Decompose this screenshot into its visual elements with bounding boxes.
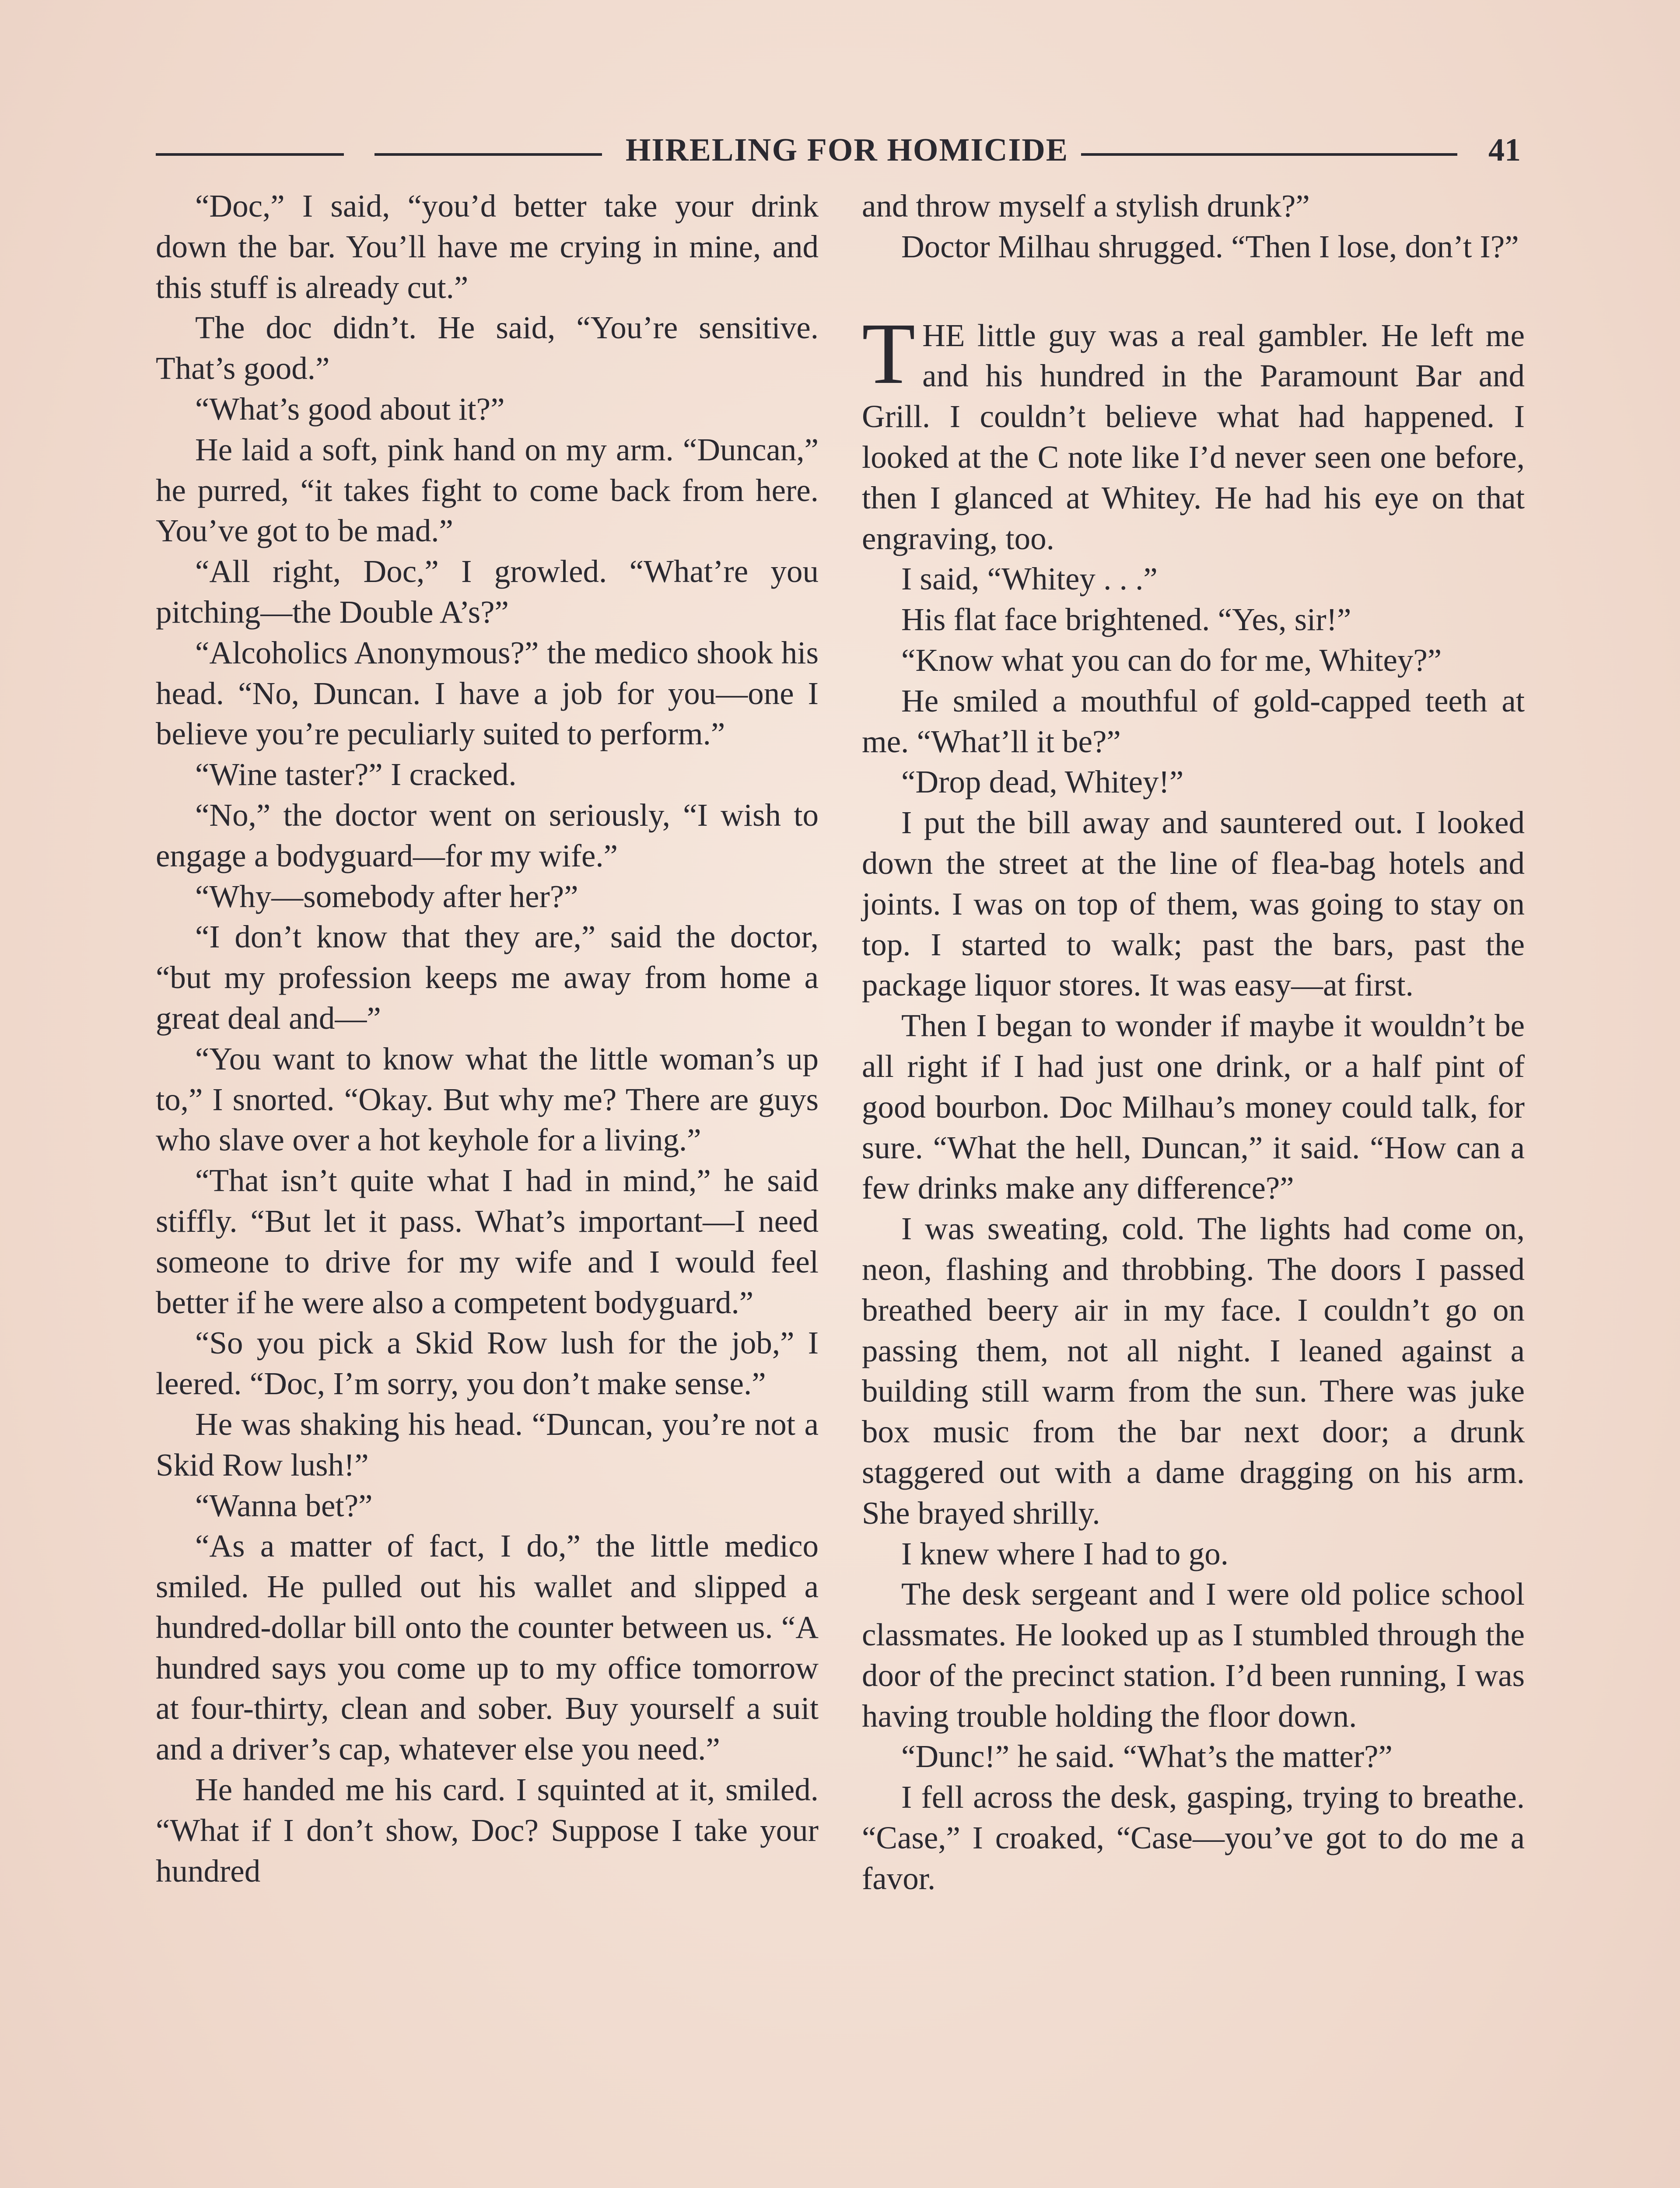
paragraph: I fell across the desk, gasping, trying to breathe. “Case,” I croaked, “Case—you’ve got to do me a favor. — [862, 1779, 1525, 1896]
paragraph: “Know what you can do for me, Whitey?” — [901, 642, 1442, 678]
section-opening-text: HE little guy was a real gambler. He left me and his hundred in the Paramount Bar and Grill. I couldn’t believe what had happened. I looked at the C note like I’d never seen one before, then I glanced at Whitey. He had his eye on that engraving, too. — [862, 317, 1525, 556]
paragraph: He handed me his card. I squinted at it, smiled. “What if I don’t show, Doc? Suppose I take your hundred — [156, 1772, 819, 1889]
header-rule-right — [1081, 153, 1457, 156]
page-number: 41 — [1488, 132, 1521, 168]
paragraph: “Wine taster?” I cracked. — [195, 757, 517, 792]
paragraph: “Doc,” I said, “you’d better take your drink down the bar. You’ll have me crying in mine, and this stuff is already cut.” — [156, 188, 819, 305]
story-title: HIRELING FOR HOMICIDE — [625, 132, 1069, 168]
paragraph: I was sweating, cold. The lights had come on, neon, flashing and throbbing. The doors I passed breathed beery air in my face. I couldn’t go on passing them, not all night. I leaned against a building still warm from the sun. There was juke box music from the bar next door; a drunk staggered out with a dame dragging on his arm. She brayed shrilly. — [862, 1211, 1525, 1531]
paragraph: I said, “Whitey . . .” — [901, 561, 1158, 597]
paragraph: “As a matter of fact, I do,” the little medico smiled. He pulled out his wallet and slipped a hundred-dollar bill onto the counter between us. “A hundred says you come up to my office tomorrow at four-thirty, clean and sober. Buy yourself a suit and a driver’s cap, whatever else you need.” — [156, 1528, 819, 1767]
section-opening-paragraph — [862, 305, 1525, 559]
paragraph: His flat face brightened. “Yes, sir!” — [901, 602, 1351, 638]
paragraph: Doctor Milhau shrugged. “Then I lose, don’t I?” — [901, 228, 1519, 264]
paragraph: “What’s good about it?” — [195, 391, 505, 427]
header-rule-left-2 — [374, 153, 602, 156]
paragraph: “That isn’t quite what I had in mind,” he said stiffly. “But let it pass. What’s important—I need someone to drive for my wife and I would feel better if he were also a competent bodyguard.” — [156, 1163, 819, 1320]
paragraph: “No,” the doctor went on seriously, “I wish to engage a bodyguard—for my wife.” — [156, 797, 819, 873]
paragraph-continuation: and throw myself a stylish drunk?” — [862, 188, 1310, 224]
paragraph: The doc didn’t. He said, “You’re sensitive. That’s good.” — [156, 310, 819, 386]
paragraph: The desk sergeant and I were old police school classmates. He looked up as I stumbled through the door of the precinct station. I’d been running, I was having trouble holding the floor down. — [862, 1576, 1525, 1734]
header-rule-left-1 — [156, 153, 344, 156]
paragraph: He smiled a mouthful of gold-capped teeth at me. “What’ll it be?” — [862, 683, 1525, 759]
paragraph: Then I began to wonder if maybe it wouldn’t be all right if I had just one drink, or a half pint of good bourbon. Doc Milhau’s money could talk, for sure. “What the hell, Duncan,” it said. “How can a few drinks make any difference?” — [862, 1008, 1525, 1206]
paragraph: “So you pick a Skid Row lush for the job,” I leered. “Doc, I’m sorry, you don’t make sense.” — [156, 1325, 819, 1402]
paragraph: “Why—somebody after her?” — [195, 878, 578, 914]
paragraph: “All right, Doc,” I growled. “What’re you pitching—the Double A’s?” — [156, 554, 819, 630]
running-header — [156, 130, 1521, 170]
paragraph: “Wanna bet?” — [195, 1487, 373, 1523]
drop-cap: T — [862, 305, 916, 402]
paragraph: “Alcoholics Anonymous?” the medico shook his head. “No, Duncan. I have a job for you—one I believe you’re peculiarly suited to perform.” — [156, 635, 819, 752]
right-column — [862, 186, 1525, 1899]
paragraph: He laid a soft, pink hand on my arm. “Duncan,” he purred, “it takes fight to come back from here. You’ve got to be mad.” — [156, 431, 819, 549]
paragraph: I put the bill away and sauntered out. I looked down the street at the line of flea-bag hotels and joints. I was on top of them, was going to stay on top. I started to walk; past the bars, past the package liquor stores. It was easy—at first. — [862, 805, 1525, 1003]
paragraph: “You want to know what the little woman’s up to,” I snorted. “Okay. But why me? There are guys who slave over a hot keyhole for a living.” — [156, 1041, 819, 1158]
paragraph: I knew where I had to go. — [901, 1536, 1229, 1571]
paragraph: He was shaking his head. “Duncan, you’re not a Skid Row lush!” — [156, 1406, 819, 1483]
paragraph: “Drop dead, Whitey!” — [901, 764, 1184, 800]
left-column — [156, 186, 819, 1891]
paragraph: “I don’t know that they are,” said the doctor, “but my profession keeps me away from home a great deal and—” — [156, 919, 819, 1036]
paragraph: “Dunc!” he said. “What’s the matter?” — [901, 1739, 1393, 1774]
